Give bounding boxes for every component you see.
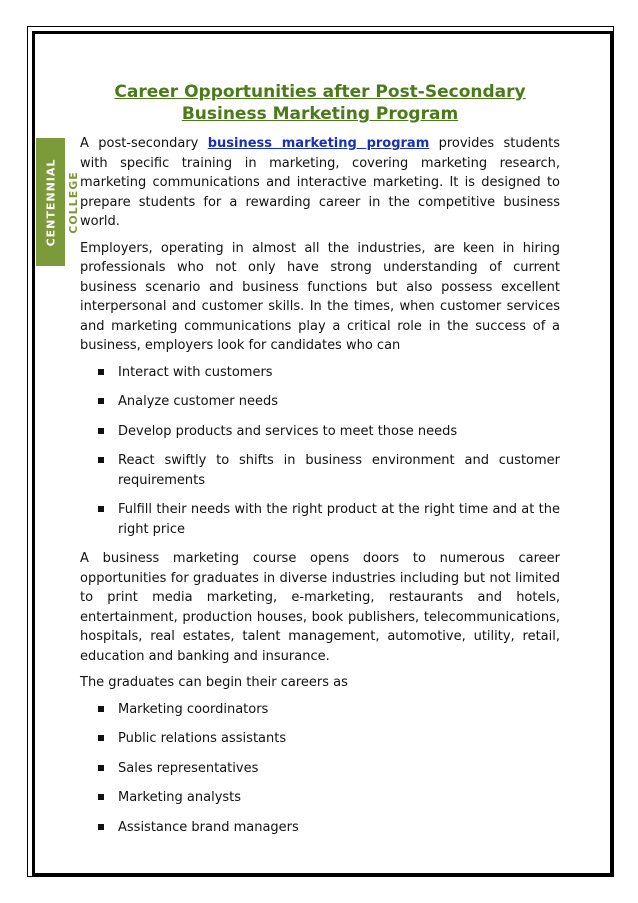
document-body bbox=[80, 134, 560, 847]
skills-list bbox=[80, 363, 560, 540]
list-item: Marketing coordinators bbox=[118, 700, 560, 720]
logo-sub: COLLEGE bbox=[67, 170, 80, 234]
employers-paragraph: Employers, operating in almost all the industries, are keen in hiring professionals who not only have strong understanding of current business scenario and business functions but also possess excellent interpersonal and customer skills. In the times, when customer services and marketing communications play a critical role in the success of a business, employers look for candidates who can bbox=[80, 240, 560, 353]
list-item: Public relations assistants bbox=[118, 729, 560, 749]
logo-college-label bbox=[67, 138, 80, 266]
careers-list bbox=[80, 700, 560, 838]
title-line-1: Career Opportunities after Post-Secondary bbox=[114, 82, 526, 102]
careers-intro: The graduates can begin their careers as bbox=[80, 675, 348, 690]
centennial-college-logo bbox=[36, 138, 65, 266]
title-line-2: Business Marketing Program bbox=[181, 104, 459, 124]
intro-text-start: A post-secondary bbox=[80, 136, 208, 151]
logo-name: CENTENNIAL bbox=[44, 158, 57, 246]
business-marketing-program-link[interactable]: business marketing program bbox=[207, 136, 430, 151]
intro-text-end: provides students with specific training in marketing, covering marketing research, marketing communications and interactive marketing. It is designed to prepare students for a rewarding career in the competitive business world. bbox=[80, 136, 560, 229]
list-item: Marketing analysts bbox=[118, 788, 560, 808]
document-title bbox=[80, 81, 560, 125]
opportunities-paragraph: A business marketing course opens doors to numerous career opportunities for graduates in diverse industries including but not limited to print media marketing, e-marketing, restaurants and hotels, entertainment, production houses, book publishers, telecommunications, hospitals, real estates, talent management, automotive, utility, retail, education and banking and insurance. bbox=[80, 551, 560, 664]
list-item: Fulfill their needs with the right product at the right time and at the right price bbox=[118, 500, 560, 539]
list-item: Assistance brand managers bbox=[118, 818, 560, 838]
list-item: Develop products and services to meet those needs bbox=[118, 422, 560, 442]
list-item: Analyze customer needs bbox=[118, 392, 560, 412]
list-item: React swiftly to shifts in business environment and customer requirements bbox=[118, 451, 560, 490]
intro-paragraph bbox=[80, 134, 560, 232]
list-item: Sales representatives bbox=[118, 759, 560, 779]
list-item: Interact with customers bbox=[118, 363, 560, 383]
